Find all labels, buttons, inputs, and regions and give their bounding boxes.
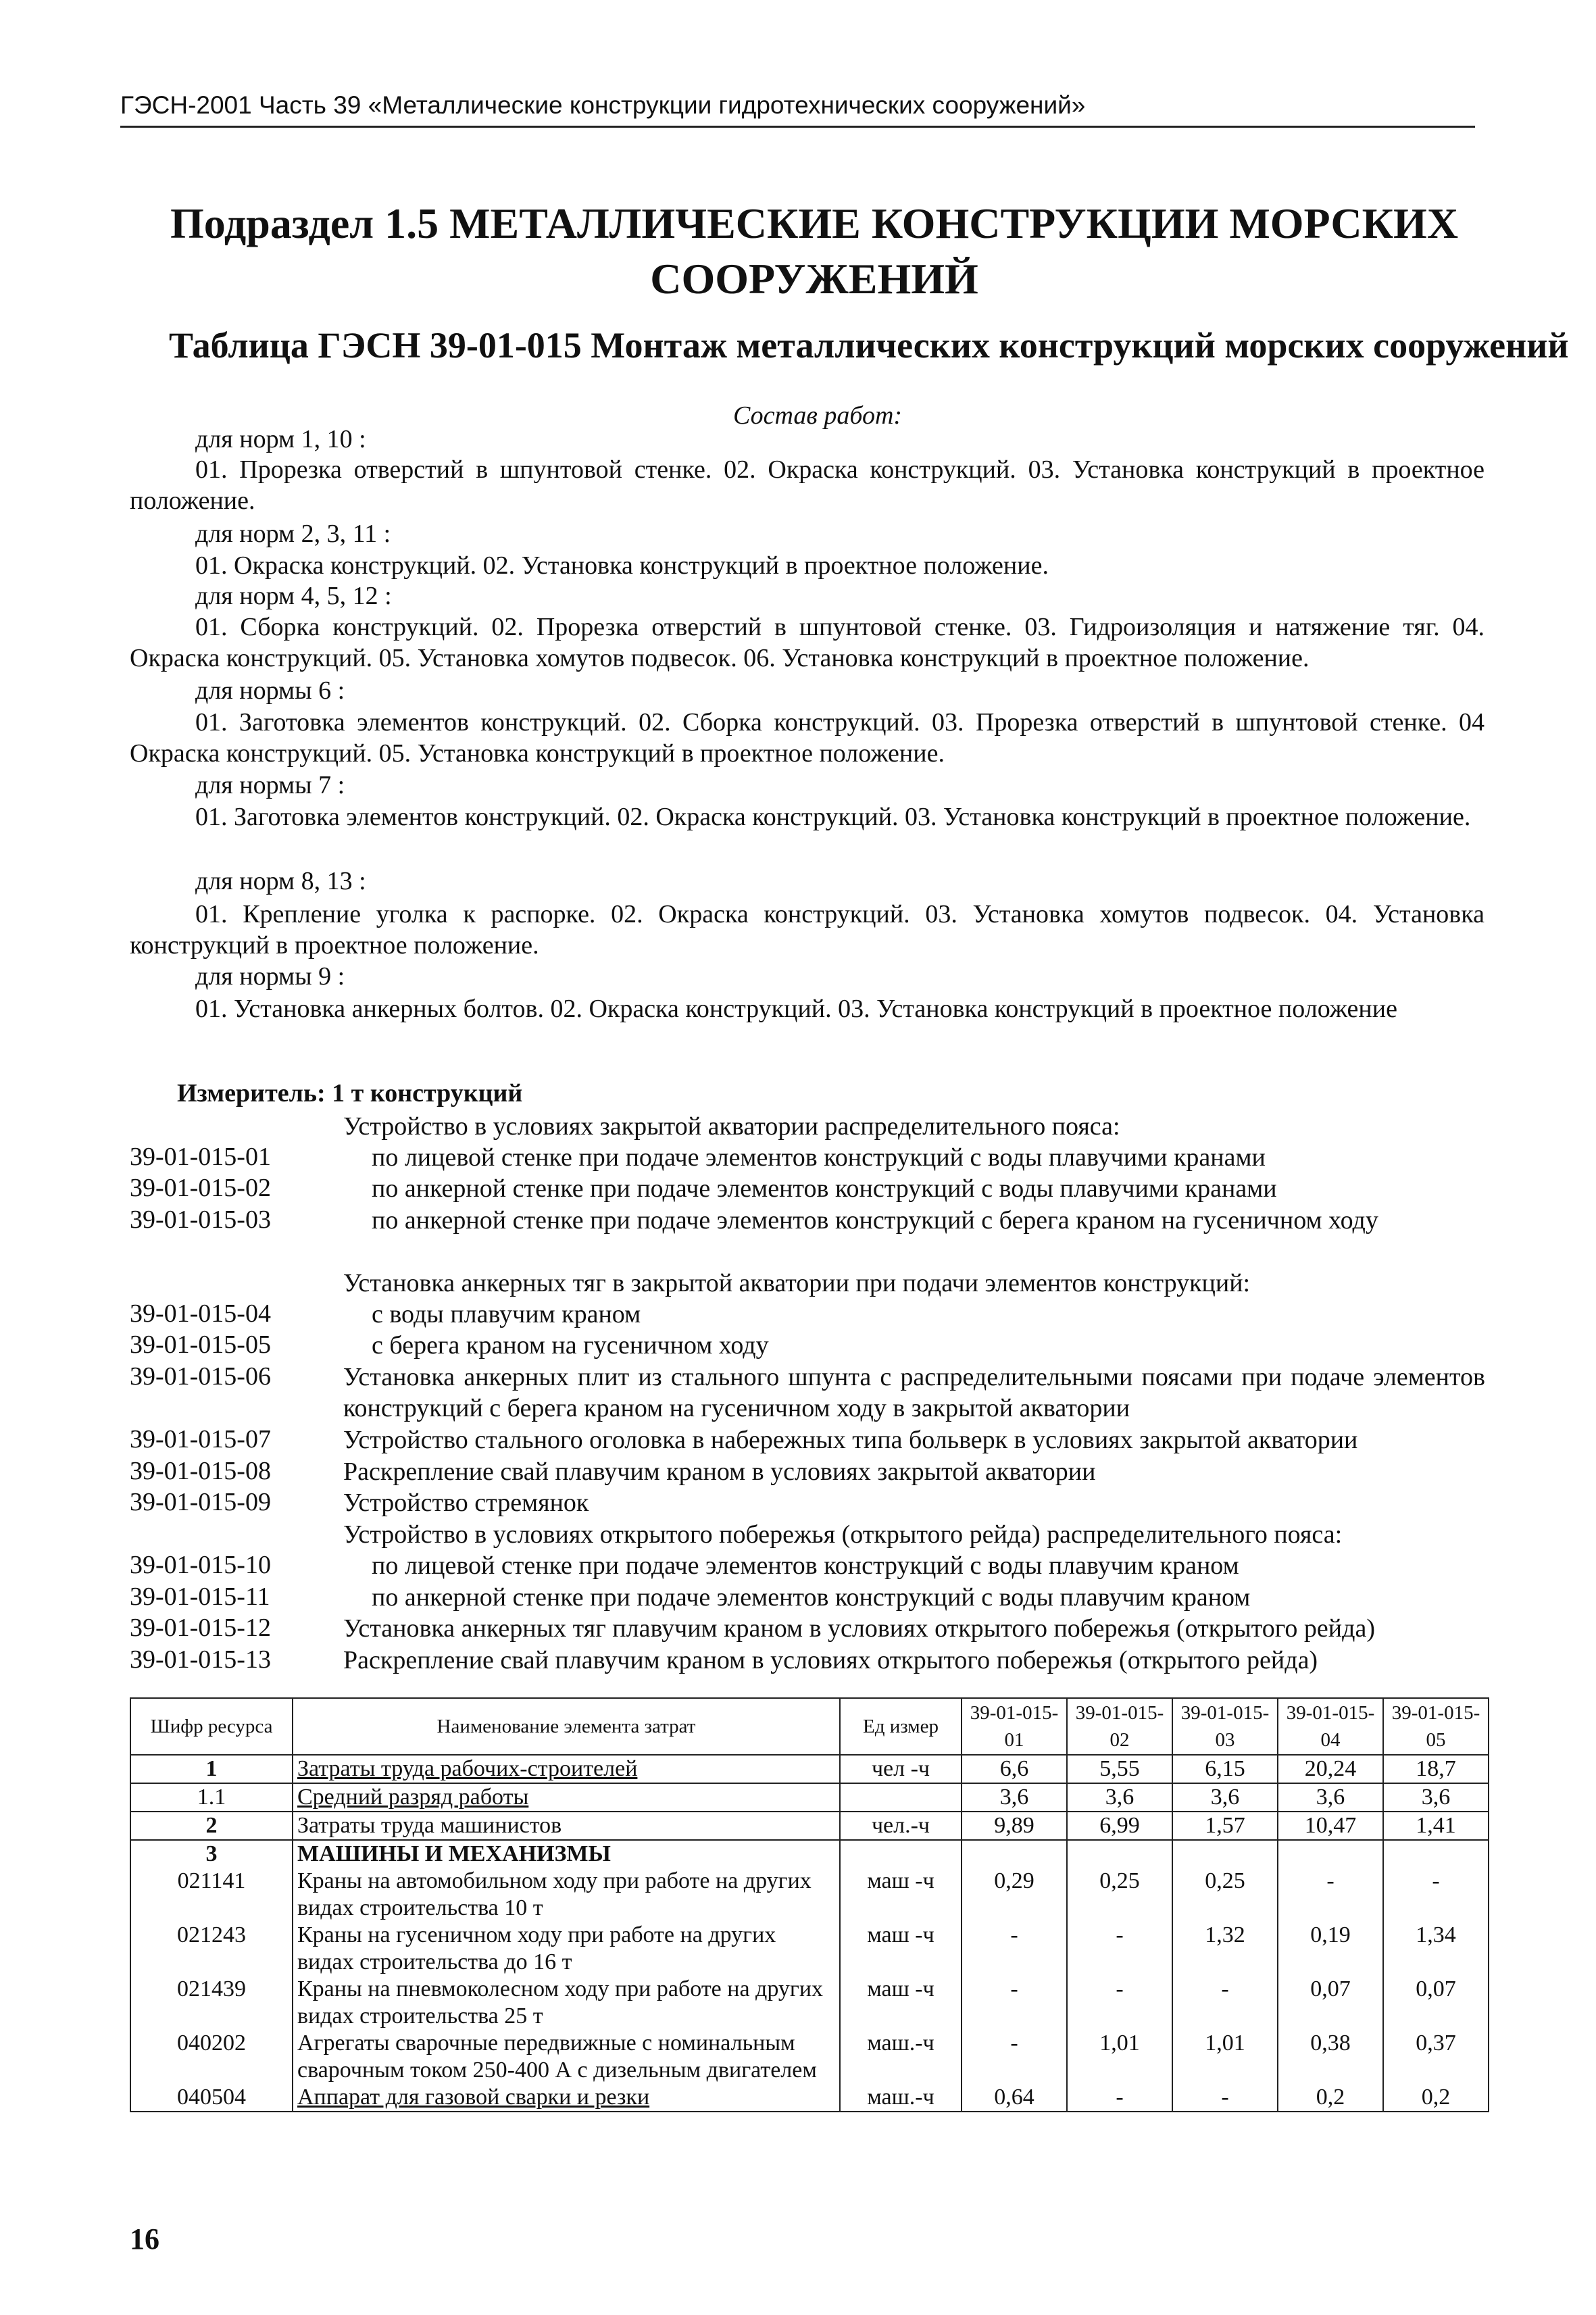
row-name: МАШИНЫ И МЕХАНИЗМЫ [293,1840,840,1868]
table-row [130,1868,1489,1922]
row-name: Аппарат для газовой сварки и резки [293,2084,840,2112]
row-unit: чел -ч [840,1755,962,1783]
row-name: Краны на пневмоколесном ходу при работе на других видах строительства 25 т [293,1976,840,2030]
table-row [130,1840,1489,1868]
norm-group-1: Устройство в условиях закрытой акватории распределительного пояса: [343,1112,1120,1141]
row-value-2: 3,6 [1067,1783,1172,1812]
row-value-4: - [1278,1868,1383,1922]
row-value-3: 1,32 [1172,1922,1278,1976]
row-value-3: 1,57 [1172,1812,1278,1840]
row-name: Краны на автомобильном ходу при работе на других видах строительства 10 т [293,1868,840,1922]
table-row [130,1755,1489,1783]
table-row [130,2030,1489,2084]
row-value-2: - [1067,1976,1172,2030]
row-value-4: 10,47 [1278,1812,1383,1840]
table-row [130,1783,1489,1812]
works-text-1: 01. Прорезка отверстий в шпунтовой стенке. 02. Окраска конструкций. 03. Установка конструкций в проектное положение. [130,455,1485,515]
norm-code-06: 39-01-015-06 [130,1362,271,1391]
row-unit: маш -ч [840,1976,962,2030]
works-text-5: 01. Заготовка элементов конструкций. 02. Окраска конструкций. 03. Установка конструкций в проектное положение. [195,803,1471,831]
measure-unit: Измеритель: 1 т конструкций [177,1079,523,1107]
header-unit: Ед измер [840,1698,962,1755]
header-col-5: 39-01-015-05 [1383,1698,1489,1755]
norm-desc-11: по анкерной стенке при подаче элементов конструкций с воды плавучим краном [372,1583,1251,1612]
norm-group-2: Установка анкерных тяг в закрытой акватории при подачи элементов конструкций: [343,1269,1251,1297]
row-code: 3 [130,1840,293,1868]
norm-code-07: 39-01-015-07 [130,1425,271,1453]
norm-desc-02: по анкерной стенке при подаче элементов конструкций с воды плавучими кранами [372,1174,1277,1203]
header-name: Наименование элемента затрат [293,1698,840,1755]
row-value-1: 0,29 [962,1868,1067,1922]
row-value-1: - [962,2030,1067,2084]
norm-desc-13: Раскрепление свай плавучим краном в условиях открытого побережья (открытого рейда) [343,1646,1318,1674]
norm-desc-03: по анкерной стенке при подаче элементов конструкций с берега краном на гусеничном ходу [372,1206,1378,1235]
row-value-3: 0,25 [1172,1868,1278,1922]
row-value-5: 0,37 [1383,2030,1489,2084]
row-value-4: 0,07 [1278,1976,1383,2030]
table-row [130,1812,1489,1840]
row-value-1: 3,6 [962,1783,1067,1812]
row-value-4 [1278,1840,1383,1868]
row-value-3: - [1172,2084,1278,2112]
row-value-3: 6,15 [1172,1755,1278,1783]
norm-desc-04: с воды плавучим краном [372,1300,641,1328]
norm-code-02: 39-01-015-02 [130,1174,271,1202]
norm-code-12: 39-01-015-12 [130,1614,271,1642]
works-text-4: 01. Заготовка элементов конструкций. 02. Сборка конструкций. 03. Прорезка отверстий в шпунтовой стенке. 04 Окраска конструкций. 05. Установка конструкций в проектное положение. [130,708,1485,768]
works-text-2: 01. Окраска конструкций. 02. Установка конструкций в проектное положение. [195,551,1049,580]
row-value-4: 0,38 [1278,2030,1383,2084]
row-name: Средний разряд работы [293,1783,840,1812]
row-value-2 [1067,1840,1172,1868]
subsection-title [169,196,1460,307]
row-value-5: 0,2 [1383,2084,1489,2112]
norm-desc-05: с берега краном на гусеничном ходу [372,1331,769,1360]
row-value-2: 0,25 [1067,1868,1172,1922]
norm-code-11: 39-01-015-11 [130,1583,270,1611]
norm-code-05: 39-01-015-05 [130,1330,271,1359]
works-label-4: для нормы 6 : [195,676,345,705]
row-code: 021439 [130,1976,293,2030]
works-text-7: 01. Установка анкерных болтов. 02. Окраска конструкций. 03. Установка конструкций в проектное положение [195,995,1397,1023]
row-value-4: 3,6 [1278,1783,1383,1812]
row-code: 040504 [130,2084,293,2112]
norm-desc-01: по лицевой стенке при подаче элементов конструкций с воды плавучими кранами [372,1143,1266,1172]
row-value-4: 20,24 [1278,1755,1383,1783]
row-unit [840,1840,962,1868]
row-code: 040202 [130,2030,293,2084]
works-label-2: для норм 2, 3, 11 : [195,520,391,548]
table-header-row [130,1698,1489,1755]
row-value-2: 5,55 [1067,1755,1172,1783]
row-value-2: - [1067,1922,1172,1976]
header-col-3: 39-01-015-03 [1172,1698,1278,1755]
row-unit: маш.-ч [840,2030,962,2084]
row-name: Краны на гусеничном ходу при работе на других видах строительства до 16 т [293,1922,840,1976]
header-code: Шифр ресурса [130,1698,293,1755]
row-value-1: - [962,1922,1067,1976]
works-label-7: для нормы 9 : [195,962,345,991]
works-text-3: 01. Сборка конструкций. 02. Прорезка отверстий в шпунтовой стенке. 03. Гидроизоляция и натяжение тяг. 04. Окраска конструкций. 05. Установка хомутов подвесок. 06. Установка конструкций в проектное положение. [130,613,1485,672]
norm-desc-09: Устройство стремянок [343,1489,589,1517]
norm-code-03: 39-01-015-03 [130,1205,271,1234]
row-value-3: 3,6 [1172,1783,1278,1812]
row-value-5: 1,41 [1383,1812,1489,1840]
table-row [130,1976,1489,2030]
page-number: 16 [130,2222,159,2256]
row-value-1: 9,89 [962,1812,1067,1840]
row-value-5 [1383,1840,1489,1868]
norm-desc-06: Установка анкерных плит из стального шпунта с распределительными поясами при подаче элементов конструкций с берега краном на гусеничном ходу в закрытой акватории [343,1363,1485,1422]
norm-code-13: 39-01-015-13 [130,1645,271,1674]
norm-desc-10: по лицевой стенке при подаче элементов конструкций с воды плавучим краном [372,1551,1239,1580]
row-code: 1.1 [130,1783,293,1812]
works-label-6: для норм 8, 13 : [195,867,366,895]
row-value-5: 1,34 [1383,1922,1489,1976]
row-value-3: - [1172,1976,1278,2030]
row-code: 021141 [130,1868,293,1922]
row-value-2: 1,01 [1067,2030,1172,2084]
composition-title: Состав работ: [733,401,903,430]
header-col-1: 39-01-015-01 [962,1698,1067,1755]
row-value-2: - [1067,2084,1172,2112]
norm-desc-12: Установка анкерных тяг плавучим краном в условиях открытого побережья (открытого рейда) [343,1614,1375,1643]
row-value-4: 0,2 [1278,2084,1383,2112]
norm-code-09: 39-01-015-09 [130,1488,271,1516]
row-value-1: - [962,1976,1067,2030]
row-value-3 [1172,1840,1278,1868]
row-value-5: 3,6 [1383,1783,1489,1812]
works-label-5: для нормы 7 : [195,771,345,799]
row-name: Агрегаты сварочные передвижные с номинальным сварочным током 250-400 А с дизельным двигателем [293,2030,840,2084]
norm-desc-07: Устройство стального оголовка в набережных типа больверк в условиях закрытой акватории [343,1426,1358,1454]
row-value-2: 6,99 [1067,1812,1172,1840]
norm-code-10: 39-01-015-10 [130,1551,271,1579]
row-value-5: 0,07 [1383,1976,1489,2030]
works-label-1: для норм 1, 10 : [195,425,366,453]
norm-desc-08: Раскрепление свай плавучим краном в условиях закрытой акватории [343,1458,1096,1486]
row-value-1 [962,1840,1067,1868]
works-label-3: для норм 4, 5, 12 : [195,582,392,610]
row-name: Затраты труда машинистов [293,1812,840,1840]
table-row [130,2084,1489,2112]
row-value-1: 0,64 [962,2084,1067,2112]
row-name: Затраты труда рабочих-строителей [293,1755,840,1783]
row-unit: чел.-ч [840,1812,962,1840]
table-row [130,1922,1489,1976]
row-code: 021243 [130,1922,293,1976]
row-code: 1 [130,1755,293,1783]
works-text-6: 01. Крепление уголка к распорке. 02. Окраска конструкций. 03. Установка хомутов подвесок. 04. Установка конструкций в проектное положение. [130,900,1485,960]
header-col-2: 39-01-015-02 [1067,1698,1172,1755]
row-value-1: 6,6 [962,1755,1067,1783]
table-title: Таблица ГЭСН 39-01-015 Монтаж металлических конструкций морских сооружений [169,325,1569,366]
row-value-3: 1,01 [1172,2030,1278,2084]
norm-code-04: 39-01-015-04 [130,1299,271,1328]
header-divider [120,126,1475,128]
row-value-5: 18,7 [1383,1755,1489,1783]
resource-table [130,1697,1489,2112]
norm-code-08: 39-01-015-08 [130,1457,271,1485]
norm-code-01: 39-01-015-01 [130,1143,271,1171]
row-unit: маш.-ч [840,2084,962,2112]
row-value-5: - [1383,1868,1489,1922]
row-value-4: 0,19 [1278,1922,1383,1976]
norm-group-3: Устройство в условиях открытого побережья (открытого рейда) распределительного пояса: [343,1520,1343,1549]
header-col-4: 39-01-015-04 [1278,1698,1383,1755]
row-unit: маш -ч [840,1922,962,1976]
row-code: 2 [130,1812,293,1840]
row-unit: маш -ч [840,1868,962,1922]
row-unit [840,1783,962,1812]
subsection-title-line2: СООРУЖЕНИЙ [650,255,978,303]
subsection-title-line1: Подраздел 1.5 МЕТАЛЛИЧЕСКИЕ КОНСТРУКЦИИ МОРСКИХ [170,199,1459,247]
page-header: ГЭСН-2001 Часть 39 «Металлические конструкции гидротехнических сооружений» [120,91,1086,119]
